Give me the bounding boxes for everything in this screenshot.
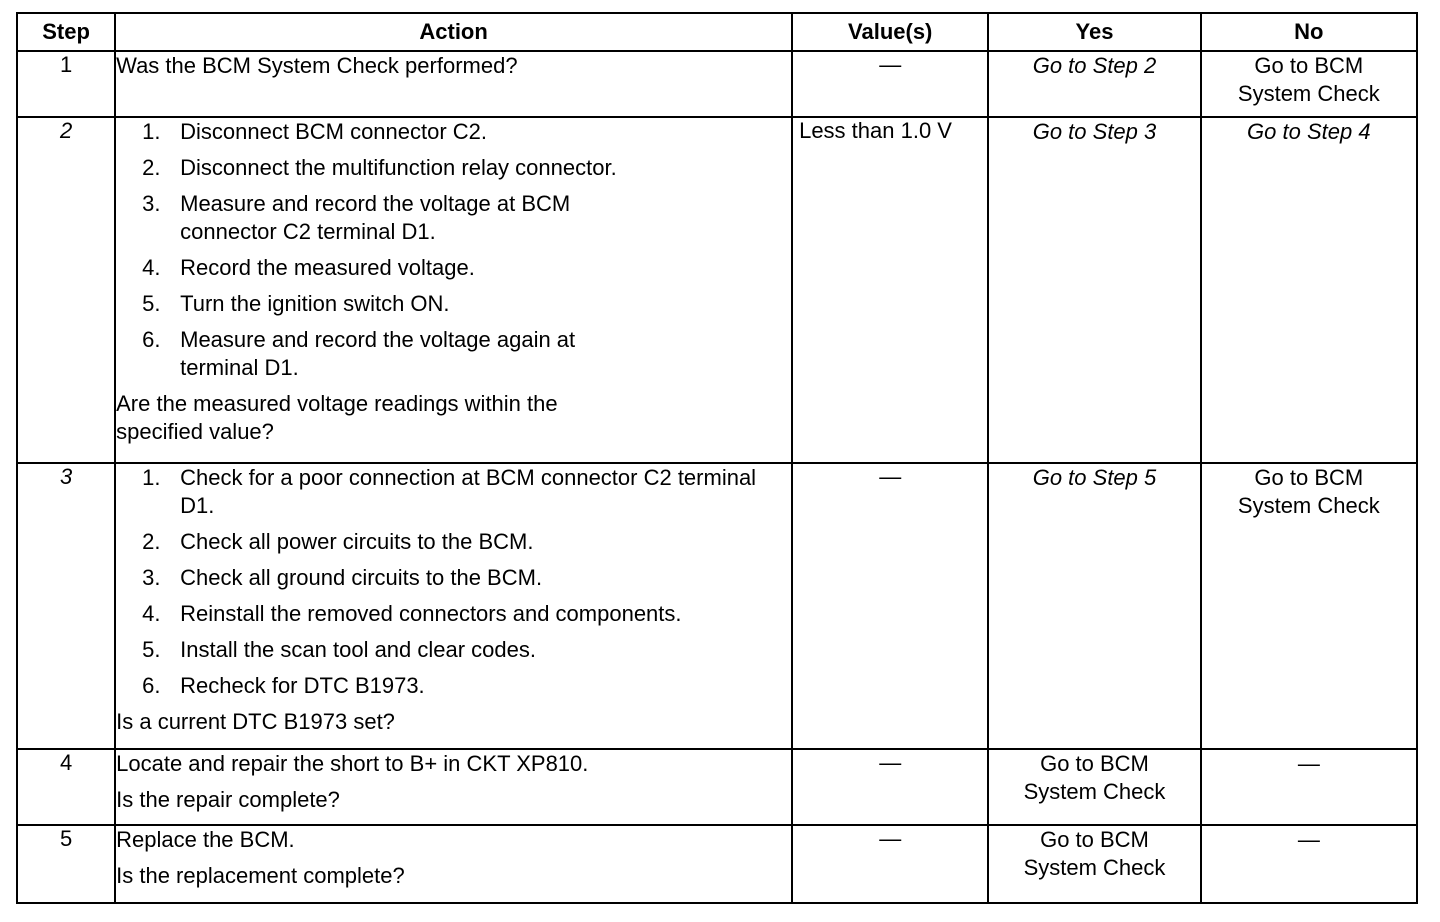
item-text: Measure and record the voltage at BCM connector C2 terminal D1. (180, 191, 571, 244)
item-text: Disconnect BCM connector C2. (180, 119, 488, 144)
list-item (142, 190, 640, 246)
yes-line-1: Go to BCM (1040, 827, 1149, 852)
list-item (142, 528, 791, 556)
step-number: 3 (17, 463, 115, 749)
list-item (142, 672, 791, 700)
item-text: Record the measured voltage. (180, 255, 475, 280)
item-number: 5. (142, 291, 161, 316)
list-item (142, 636, 791, 664)
action-question: Was the BCM System Check performed? (116, 53, 518, 78)
action-steps-list (116, 464, 791, 700)
item-number: 6. (142, 673, 161, 698)
list-item (142, 600, 791, 628)
step-number: 4 (17, 749, 115, 825)
list-item (142, 254, 791, 282)
no-cell: — (1201, 825, 1417, 903)
item-number: 2. (142, 155, 161, 180)
header-values: Value(s) (792, 13, 988, 51)
action-instruction: Locate and repair the short to B+ in CKT XP810. (116, 751, 589, 776)
list-item (142, 326, 640, 382)
action-instruction: Replace the BCM. (116, 827, 295, 852)
action-cell (115, 825, 792, 903)
header-step: Step (17, 13, 115, 51)
no-cell: — (1201, 749, 1417, 825)
value-cell: — (792, 825, 988, 903)
list-item (142, 118, 791, 146)
action-cell (115, 463, 792, 749)
step-number: 5 (17, 825, 115, 903)
item-text: Recheck for DTC B1973. (180, 673, 425, 698)
item-number: 6. (142, 327, 161, 352)
no-cell (1201, 51, 1417, 117)
header-row (17, 13, 1417, 51)
action-cell (115, 51, 792, 117)
no-line-1: Go to BCM (1254, 465, 1364, 490)
header-action: Action (115, 13, 792, 51)
table-row (17, 463, 1417, 749)
action-cell (115, 117, 792, 463)
step-number: 1 (17, 51, 115, 117)
no-line-2: System Check (1237, 493, 1380, 518)
table-row (17, 117, 1417, 463)
yes-cell: Go to Step 3 (988, 117, 1200, 463)
item-number: 3. (142, 191, 161, 216)
item-text: Install the scan tool and clear codes. (180, 637, 537, 662)
list-item (142, 564, 791, 592)
yes-cell (988, 749, 1200, 825)
item-number: 4. (142, 601, 161, 626)
item-number: 1. (142, 465, 161, 490)
list-item (142, 290, 791, 318)
yes-cell: Go to Step 5 (988, 463, 1200, 749)
action-question: Is the replacement complete? (116, 863, 405, 888)
item-text: Turn the ignition switch ON. (180, 291, 450, 316)
header-yes: Yes (988, 13, 1200, 51)
yes-line-2: System Check (1023, 779, 1166, 804)
item-text: Reinstall the removed connectors and components. (180, 601, 682, 626)
table-row (17, 749, 1417, 825)
list-item (142, 154, 791, 182)
action-cell (115, 749, 792, 825)
item-text: Check all power circuits to the BCM. (180, 529, 534, 554)
no-line-2: System Check (1237, 81, 1380, 106)
item-text: Check all ground circuits to the BCM. (180, 565, 543, 590)
value-cell: — (792, 51, 988, 117)
yes-line-1: Go to BCM (1040, 751, 1149, 776)
value-cell: Less than 1.0 V (792, 117, 988, 463)
yes-cell (988, 825, 1200, 903)
action-question: Are the measured voltage readings within the specified value? (116, 391, 558, 444)
item-number: 2. (142, 529, 161, 554)
step-number: 2 (17, 117, 115, 463)
action-steps-list (116, 118, 791, 382)
table-row (17, 825, 1417, 903)
item-number: 5. (142, 637, 161, 662)
header-no: No (1201, 13, 1417, 51)
value-cell: — (792, 749, 988, 825)
yes-line-2: System Check (1023, 855, 1166, 880)
item-number: 1. (142, 119, 161, 144)
value-cell: — (792, 463, 988, 749)
table-row (17, 51, 1417, 117)
no-line-1: Go to BCM (1254, 53, 1364, 78)
no-cell (1201, 463, 1417, 749)
item-number: 4. (142, 255, 161, 280)
list-item (142, 464, 760, 520)
no-cell: Go to Step 4 (1201, 117, 1417, 463)
yes-cell: Go to Step 2 (988, 51, 1200, 117)
diagnostic-table (16, 12, 1418, 904)
item-text: Disconnect the multifunction relay connector. (180, 155, 617, 180)
action-question: Is a current DTC B1973 set? (116, 709, 395, 734)
item-text: Measure and record the voltage again at terminal D1. (180, 327, 576, 380)
item-text: Check for a poor connection at BCM connector C2 terminal D1. (180, 465, 757, 518)
action-question: Is the repair complete? (116, 787, 340, 812)
item-number: 3. (142, 565, 161, 590)
